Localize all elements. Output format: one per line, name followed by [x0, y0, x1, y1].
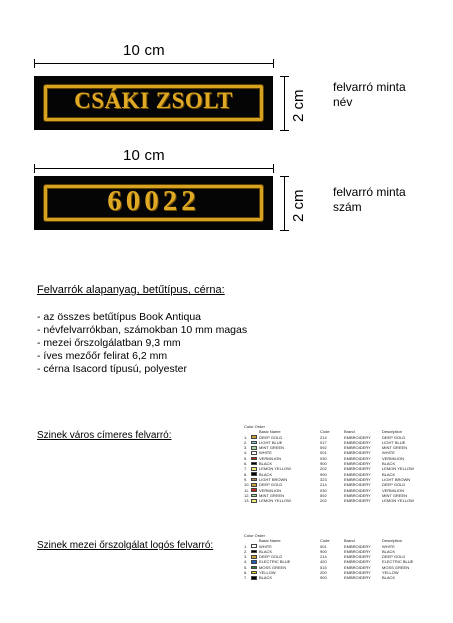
row-brand: EMBROIDERY — [344, 543, 371, 549]
field-thread-table — [244, 533, 424, 581]
row-brand: EMBROIDERY — [344, 471, 371, 477]
row-description: MINT GREEN — [382, 445, 408, 451]
specs-title: Felvarrók alapanyag, betűtípus, cérna: — [37, 284, 225, 296]
patch2-number-patch — [34, 176, 273, 230]
row-number: 6. — [244, 570, 248, 576]
thread-color-swatch — [251, 462, 257, 466]
city-thread-rows — [244, 435, 424, 504]
patch2-caption — [333, 185, 406, 215]
row-number: 5. — [244, 455, 248, 461]
row-brand: EMBROIDERY — [344, 434, 371, 440]
thread-color-swatch — [251, 478, 257, 482]
thread-color-swatch — [251, 467, 257, 471]
table-row — [244, 498, 424, 503]
row-basic-name: YELLOW — [259, 570, 276, 576]
row-brand: EMBROIDERY — [344, 559, 371, 565]
row-code: 900 — [320, 575, 327, 581]
row-description: LIGHT BLUE — [382, 439, 406, 445]
thread-color-swatch — [251, 435, 257, 439]
row-number: 8. — [244, 471, 248, 477]
row-basic-name: WHITE — [259, 450, 272, 456]
table-title: Color Order — [244, 533, 265, 538]
row-code: 592 — [320, 492, 327, 498]
row-description: DEEP GOLD — [382, 434, 406, 440]
thread-color-swatch — [251, 457, 257, 461]
row-code: 202 — [320, 466, 327, 472]
patch1-caption-line2: név — [333, 95, 353, 109]
thread-color-swatch — [251, 576, 257, 580]
patch2-caption-line2: szám — [333, 200, 362, 214]
row-description: VERMILION — [382, 487, 405, 493]
row-description: BLACK — [382, 471, 396, 477]
row-code: 030 — [320, 487, 327, 493]
row-basic-name: BLACK — [259, 548, 273, 554]
row-code: 001 — [320, 450, 327, 456]
thread-color-swatch — [251, 499, 257, 503]
row-code: 900 — [320, 548, 327, 554]
row-basic-name: VERMILION — [259, 455, 282, 461]
row-description: LIGHT BROWN — [382, 476, 411, 482]
specs-item: - mezei őrszolgálatban 9,3 mm — [37, 337, 181, 349]
row-description: WHITE — [382, 450, 395, 456]
row-brand: EMBROIDERY — [344, 466, 371, 472]
specs-item: - íves mezőőr felirat 6,2 mm — [37, 350, 168, 362]
row-basic-name: LIGHT BLUE — [259, 439, 283, 445]
row-basic-name: MINT GREEN — [259, 492, 285, 498]
row-code: 001 — [320, 543, 327, 549]
thread-color-swatch — [251, 446, 257, 450]
row-brand: EMBROIDERY — [344, 498, 371, 504]
row-brand: EMBROIDERY — [344, 476, 371, 482]
thread-color-swatch — [251, 441, 257, 445]
patch2-height-tick-bottom — [280, 230, 289, 231]
row-number: 6. — [244, 461, 248, 467]
row-basic-name: ELECTRIC BLUE — [259, 559, 291, 565]
city-thread-table — [244, 424, 424, 503]
row-number: 1. — [244, 434, 248, 440]
row-code: 323 — [320, 476, 327, 482]
specs-item: - cérna Isacord típusú, polyester — [37, 363, 187, 375]
thread-color-swatch — [251, 451, 257, 455]
specs-item: - névfelvarrókban, számokban 10 mm magas — [37, 324, 248, 336]
row-description: BLACK — [382, 548, 396, 554]
row-basic-name: VERMILION — [259, 487, 282, 493]
row-basic-name: MOSS GREEN — [259, 564, 287, 570]
row-code: 420 — [320, 559, 327, 565]
row-code: 214 — [320, 482, 327, 488]
col-header-description: Description — [382, 538, 403, 544]
col-header-basic-name: Basic Name — [259, 429, 281, 435]
row-basic-name: BLACK — [259, 461, 273, 467]
patch1-height-tick-bottom — [280, 130, 289, 131]
row-code: 214 — [320, 434, 327, 440]
row-description: ELECTRIC BLUE — [382, 559, 414, 565]
col-header-code: Code — [320, 538, 330, 544]
specs-item: - az összes betűtípus Book Antiqua — [37, 311, 202, 323]
row-number: 3. — [244, 445, 248, 451]
thread-color-swatch — [251, 472, 257, 476]
row-number: 10. — [244, 482, 250, 488]
row-brand: EMBROIDERY — [344, 564, 371, 570]
col-header-basic-name: Basic Name — [259, 538, 281, 544]
row-number: 3. — [244, 554, 248, 560]
thread-color-swatch — [251, 494, 257, 498]
row-number: 5. — [244, 564, 248, 570]
row-brand: EMBROIDERY — [344, 575, 371, 581]
city-colors-title: Szinek város címeres felvarró: — [37, 430, 172, 441]
row-description: MINT GREEN — [382, 492, 408, 498]
table-row — [244, 575, 424, 580]
row-description: DEEP GOLD — [382, 482, 406, 488]
row-code: 017 — [320, 439, 327, 445]
field-colors-title: Szinek mezei őrszolgálat logós felvarró: — [37, 540, 214, 551]
thread-color-swatch — [251, 560, 257, 564]
row-number: 11. — [244, 487, 250, 493]
row-code: 900 — [320, 461, 327, 467]
row-description: LEMON YELLOW — [382, 498, 414, 504]
row-number: 2. — [244, 548, 248, 554]
row-brand: EMBROIDERY — [344, 548, 371, 554]
row-basic-name: BLACK — [259, 471, 273, 477]
row-brand: EMBROIDERY — [344, 482, 371, 488]
row-brand: EMBROIDERY — [344, 461, 371, 467]
row-description: LEMON YELLOW — [382, 466, 414, 472]
patch1-width-tick-right — [273, 59, 274, 68]
row-brand: EMBROIDERY — [344, 492, 371, 498]
row-code: 900 — [320, 471, 327, 477]
row-description: YELLOW — [382, 570, 399, 576]
row-number: 13. — [244, 498, 250, 504]
row-description: BLACK — [382, 575, 396, 581]
row-number: 1. — [244, 543, 248, 549]
thread-color-swatch — [251, 571, 257, 575]
row-basic-name: DEEP GOLD — [259, 434, 283, 440]
patch1-caption-line1: felvarró minta — [333, 80, 406, 94]
row-basic-name: DEEP GOLD — [259, 482, 283, 488]
col-header-brand: Brand — [344, 538, 355, 544]
specs-list — [37, 311, 247, 376]
row-code: 592 — [320, 445, 327, 451]
thread-color-swatch — [251, 544, 257, 548]
patch1-caption — [333, 80, 406, 110]
row-basic-name: LEMON YELLOW — [259, 466, 291, 472]
field-thread-rows — [244, 544, 424, 581]
patch1-name-patch — [34, 76, 273, 130]
row-code: 515 — [320, 564, 327, 570]
row-brand: EMBROIDERY — [344, 450, 371, 456]
col-header-code: Code — [320, 429, 330, 435]
thread-color-swatch — [251, 483, 257, 487]
thread-color-swatch — [251, 488, 257, 492]
patch1-height-tick-top — [280, 76, 289, 77]
row-code: 030 — [320, 455, 327, 461]
patch2-number-text: 60022 — [107, 185, 200, 217]
patch1-width-tick-left — [34, 59, 35, 68]
row-brand: EMBROIDERY — [344, 570, 371, 576]
row-number: 2. — [244, 439, 248, 445]
row-number: 7. — [244, 575, 248, 581]
row-basic-name: DEEP GOLD — [259, 554, 283, 560]
row-description: BLACK — [382, 461, 396, 467]
patch2-width-dimension-line — [34, 168, 273, 169]
row-number: 12. — [244, 492, 250, 498]
row-code: 214 — [320, 554, 327, 560]
row-basic-name: LIGHT BROWN — [259, 476, 288, 482]
row-brand: EMBROIDERY — [344, 487, 371, 493]
row-brand: EMBROIDERY — [344, 455, 371, 461]
row-description: MOSS GREEN — [382, 564, 410, 570]
row-number: 4. — [244, 450, 248, 456]
row-basic-name: BLACK — [259, 575, 273, 581]
row-description: VERMILION — [382, 455, 405, 461]
row-number: 9. — [244, 476, 248, 482]
row-basic-name: MINT GREEN — [259, 445, 285, 451]
patch2-width-tick-left — [34, 164, 35, 173]
patch2-width-label: 10 cm — [123, 147, 165, 164]
patch1-name-text: CSÁKI ZSOLT — [74, 88, 233, 113]
patch1-width-dimension-line — [34, 63, 273, 64]
row-brand: EMBROIDERY — [344, 445, 371, 451]
row-description: WHITE — [382, 543, 395, 549]
thread-color-swatch — [251, 566, 257, 570]
thread-color-swatch — [251, 550, 257, 554]
patch2-height-label: 2 cm — [290, 189, 307, 222]
col-header-brand: Brand — [344, 429, 355, 435]
patch1-height-dimension-line — [284, 76, 285, 130]
thread-color-swatch — [251, 555, 257, 559]
patch1-height-label: 2 cm — [290, 89, 307, 122]
patch2-height-tick-top — [280, 176, 289, 177]
row-number: 4. — [244, 559, 248, 565]
row-code: 202 — [320, 498, 327, 504]
patch2-width-tick-right — [273, 164, 274, 173]
patch2-caption-line1: felvarró minta — [333, 185, 406, 199]
col-header-description: Description — [382, 429, 403, 435]
row-number: 7. — [244, 466, 248, 472]
row-brand: EMBROIDERY — [344, 554, 371, 560]
patch1-width-label: 10 cm — [123, 42, 165, 59]
row-brand: EMBROIDERY — [344, 439, 371, 445]
row-basic-name: WHITE — [259, 543, 272, 549]
row-code: 200 — [320, 570, 327, 576]
row-description: DEEP GOLD — [382, 554, 406, 560]
table-title: Color Order — [244, 424, 265, 429]
patch2-height-dimension-line — [284, 176, 285, 230]
row-basic-name: LEMON YELLOW — [259, 498, 291, 504]
